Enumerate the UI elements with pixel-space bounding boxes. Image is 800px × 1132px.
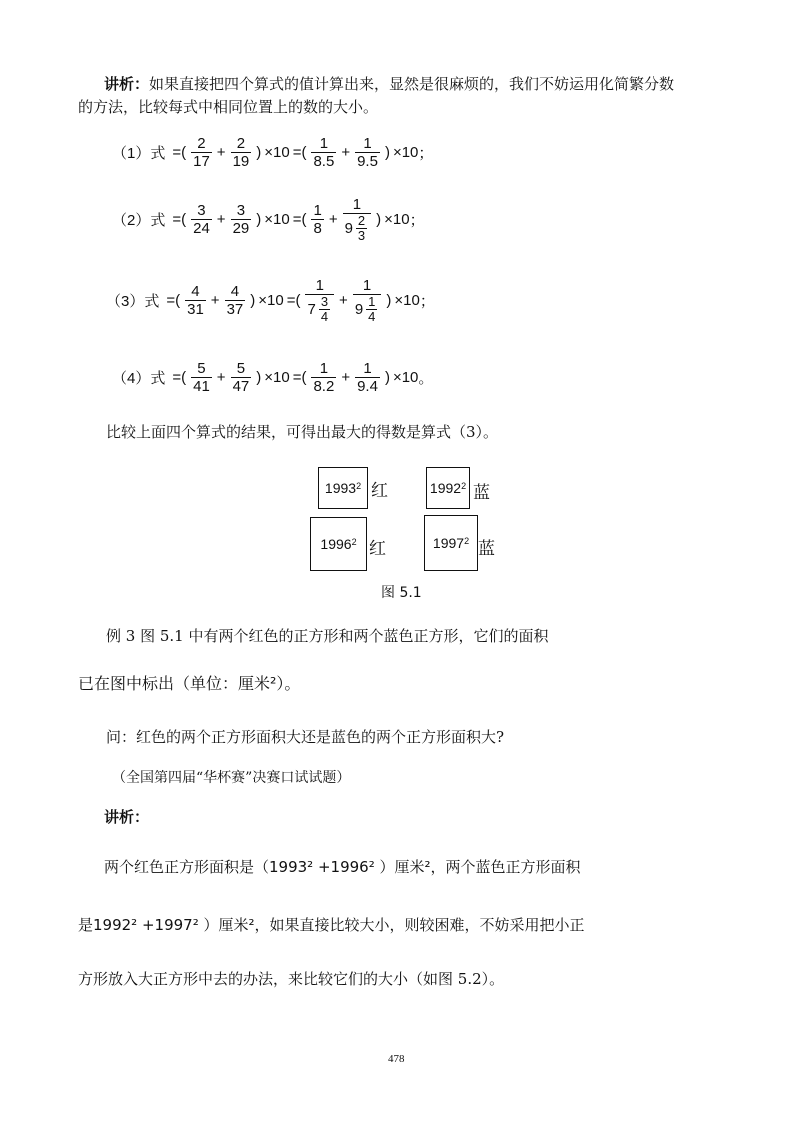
intro-label: 讲析： <box>104 75 150 93</box>
analysis-label: 讲析： <box>104 808 150 826</box>
analysis-line-1: 两个红色正方形面积是（1993² +1996² ）厘米²，两个蓝色正方形面积 <box>104 858 581 876</box>
color-label-red-1: 红 <box>371 481 388 501</box>
example-line-2: 已在图中标出（单位：厘米²）。 <box>78 674 301 693</box>
color-label-red-2: 红 <box>369 539 386 559</box>
equation-4: （4）式 =( $\frac{5}{41}$ + $\frac{5}{47}$ ) ×10 =( $\frac{1}{8.2}$ + $\frac{1}{9.4}$ ) ×10 。 <box>112 360 434 395</box>
square-1993: 1993 $^2$ <box>318 467 368 509</box>
conclusion-text: 比较上面四个算式的结果，可得出最大的得数是算式（3）。 <box>106 423 499 441</box>
example-line-1: 例 3 图 5.1 中有两个红色的正方形和两个蓝色正方形，它们的面积 <box>106 627 549 645</box>
figure-caption: 图 5.1 <box>381 585 422 601</box>
intro-line-2: 的方法，比较每式中相同位置上的数的大小。 <box>78 98 379 116</box>
analysis-line-3: 方形放入大正方形中去的办法，来比较它们的大小（如图 5.2）。 <box>78 970 505 988</box>
equation-3: （3）式 =( $\frac{4}{31}$ + $\frac{4}{37}$ ) ×10 =( 1 7 $\frac{3}{4}$ + 1 9 $\frac{1}{4}$ ) ×10 ； <box>106 277 435 324</box>
question-text: 问：红色的两个正方形面积大还是蓝色的两个正方形面积大? <box>106 728 505 746</box>
equation-1: （1）式 =( $\frac{2}{17}$ + $\frac{2}{19}$ ) ×10 =( $\frac{1}{8.5}$ + $\frac{1}{9.5}$ ) ×10 ； <box>112 135 434 170</box>
square-1997: 1997 $^2$ <box>424 515 478 571</box>
color-label-blue-1: 蓝 <box>473 483 490 503</box>
square-1992: 1992 $^2$ <box>426 467 470 509</box>
equation-2: （2）式 =( $\frac{3}{24}$ + $\frac{3}{29}$ ) ×10 =( $\frac{1}{8}$ + 1 9 $\frac{2}{3}$ ) ×10 ； <box>112 196 425 243</box>
square-1996: 1996 $^2$ <box>310 517 367 571</box>
color-label-blue-2: 蓝 <box>478 539 495 559</box>
page-number: 478 <box>388 1053 405 1065</box>
intro-line-1: 讲析：如果直接把四个算式的值计算出来，显然是很麻烦的，我们不妨运用化简繁分数 <box>104 75 675 93</box>
analysis-line-2: 是1992² +1997² ）厘米²，如果直接比较大小，则较困难，不妨采用把小正 <box>78 916 585 934</box>
source-text: （全国第四届“华杯赛”决赛口试试题） <box>112 770 351 786</box>
